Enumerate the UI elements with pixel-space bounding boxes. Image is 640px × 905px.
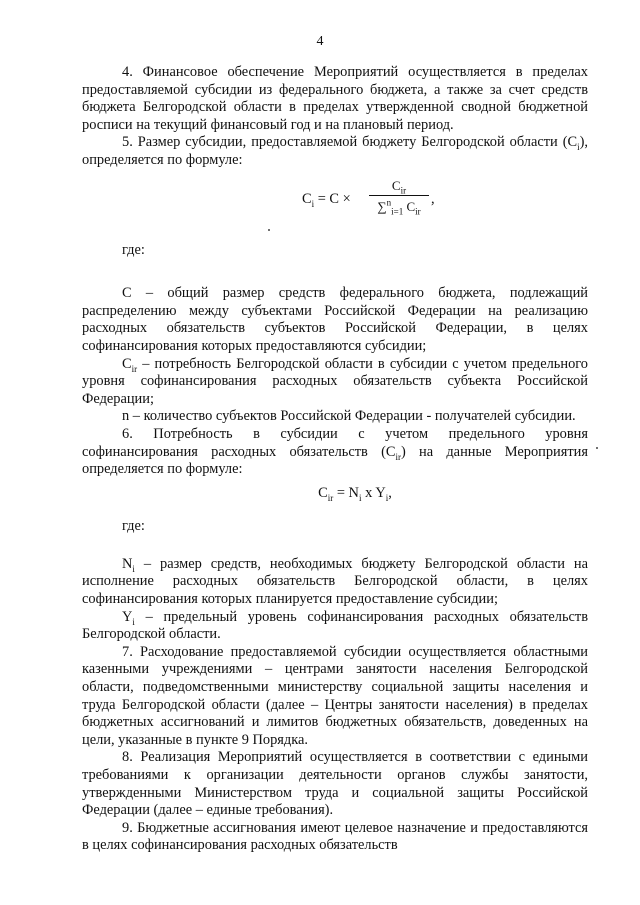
scan-speck (596, 447, 598, 449)
definition-cir-symbol: C (122, 355, 132, 372)
formula-2-y-sub: i (385, 492, 389, 503)
formula-1-denominator (369, 196, 429, 216)
definition-cir (82, 356, 588, 409)
definition-cir-sub: ir (131, 363, 138, 374)
formula-1-den-c: C (403, 199, 416, 215)
definition-yi-symbol: Y (122, 608, 133, 625)
paragraph-8: 8. Реализация Мероприятий осуществляется в соответствии с едиными требованиями к организации деятельности органов службы занятости, утвержденными Министерством труда и социальной защиты Российской Федерации (далее – единые требования). (82, 749, 588, 819)
definition-yi (82, 609, 588, 644)
definition-yi-sub: i (132, 616, 135, 627)
formula-2-x: x Y (361, 484, 386, 501)
where-label-1: где: (122, 241, 145, 258)
document-body (82, 64, 588, 855)
formula-1-lhs (302, 191, 351, 209)
paragraph-6-end: ) на данные Мероприятия определяется по формуле: (82, 443, 588, 478)
definition-ni (82, 556, 588, 609)
formula-1-comma: , (431, 190, 435, 207)
paragraph-5-end: ), определяется по формуле: (82, 134, 588, 168)
sum-sign: ∑ (377, 199, 387, 215)
formula-1-num-c: C (391, 177, 401, 193)
definition-n: n – количество субъектов Российской Федерации - получателей субсидии. (122, 408, 576, 425)
paragraph-4: 4. Финансовое обеспечение Мероприятий осуществляется в пределах предоставляемой субсидии из федерального бюджета, а также за счет средств бюджета Белгородской области в пределах утвержденной сводной бюджетной росписи на текущий финансовый год и на плановый период. (82, 64, 588, 133)
formula-1-fraction (369, 177, 429, 216)
paragraph-5-subscript: i (577, 142, 580, 153)
paragraph-5 (82, 134, 588, 169)
formula-1-den-sub: ir (415, 206, 421, 217)
formula-2-mid: = N (333, 484, 359, 501)
scan-speck (268, 229, 270, 231)
where-label-2: где: (122, 518, 145, 535)
paragraph-6 (82, 426, 588, 479)
formula-2-n-sub: i (358, 492, 362, 503)
definition-ni-text: – размер средств, необходимых бюджету Белгородской области на исполнение расходных обязательств Белгородской области, в целях софинансирования которых планируется предоставление субсидии; (82, 555, 588, 608)
paragraph-7: 7. Расходование предоставляемой субсидии осуществляется областными казенными учреждениями – центрами занятости населения Белгородской области, подведомственными министерству социальной защиты населения и труда Белгородской области (далее – Центры занятости населения) в пределах бюджетных ассигнований и лимитов бюджетных обязательств, доведенных на цели, указанные в пункте 9 Порядка. (82, 643, 588, 748)
definition-c: C – общий размер средств федерального бюджета, подлежащий распределению между субъектами Российской Федерации на реализацию расходных обязательств субъектов Российской Федерации, в целях софинансирования которых предоставляются субсидии; (82, 285, 588, 354)
formula-1-eq: = C × (314, 190, 351, 207)
formula-need (82, 485, 588, 503)
sum-upper-limit: n (386, 197, 392, 208)
formula-1-ci-sub: i (311, 198, 315, 209)
paragraph-6-sub: ir (395, 451, 401, 462)
paragraph-6-text: 6. Потребность в субсидии с учетом предельного уровня софинансирования расходных обязательств (C (82, 425, 588, 460)
definition-ni-symbol: N (122, 555, 133, 572)
formula-subsidy-size (82, 170, 588, 236)
formula-1-numerator (369, 177, 429, 197)
formula-2-c-sub: ir (327, 492, 334, 503)
definition-yi-text: – предельный уровень софинансирования расходных обязательств Белгородской области. (82, 608, 588, 643)
formula-2-end: , (388, 484, 392, 501)
formula-1-ci: C (302, 190, 312, 207)
formula-2-c: C (318, 484, 328, 501)
definition-ni-sub: i (132, 563, 135, 574)
formula-1-num-sub: ir (400, 185, 407, 196)
paragraph-5-text: 5. Размер субсидии, предоставляемой бюджету Белгородской области (C (122, 134, 578, 151)
definition-cir-text: – потребность Белгородской области в субсидии с учетом предельного уровня софинансирования расходных обязательств субъекта Российской Федерации; (82, 355, 588, 407)
paragraph-9: 9. Бюджетные ассигнования имеют целевое назначение и предоставляются в целях софинансирования расходных обязательств (82, 819, 588, 854)
page-number: 4 (316, 34, 324, 49)
sum-lower-limit: i=1 (391, 206, 404, 217)
